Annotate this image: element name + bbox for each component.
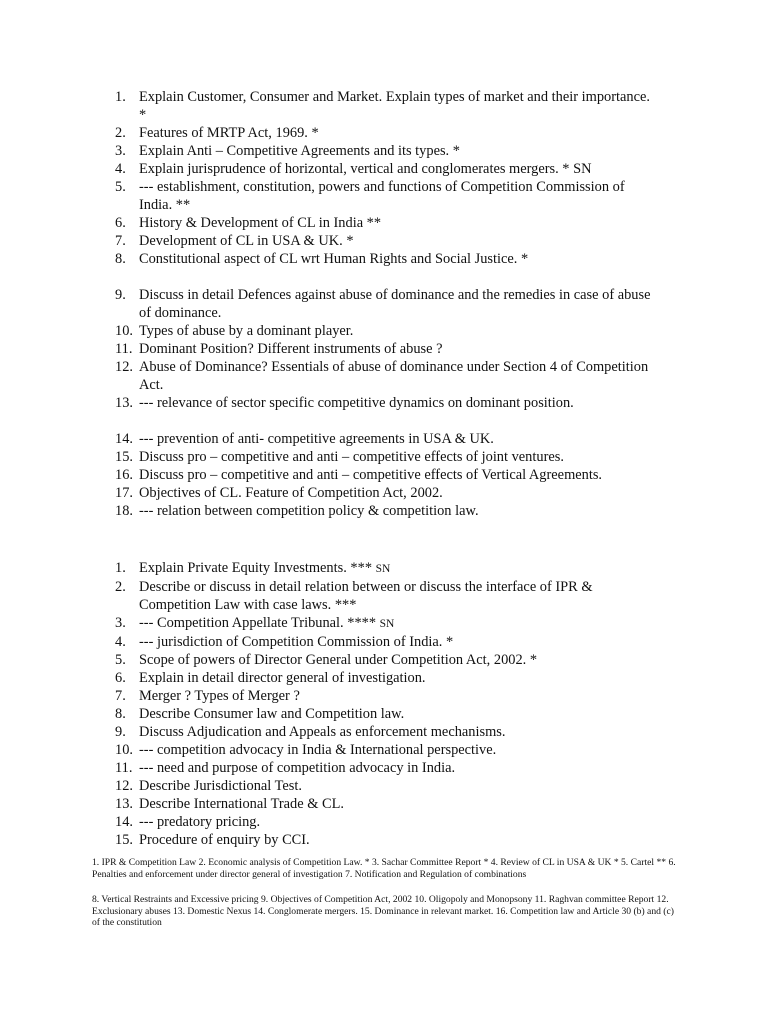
- item-text: Dominant Position? Different instruments of abuse ?: [139, 341, 443, 357]
- list-item: [115, 651, 660, 669]
- item-number: 1.: [115, 89, 126, 105]
- item-number: 12.: [115, 778, 133, 794]
- sn-tag: SN: [379, 618, 395, 630]
- item-number: 9.: [115, 724, 126, 740]
- question-group-1: [115, 88, 660, 268]
- list-item: [115, 466, 660, 484]
- item-number: 10.: [115, 323, 133, 339]
- item-number: 11.: [115, 760, 133, 776]
- list-item: [115, 286, 660, 322]
- item-text: --- predatory pricing.: [139, 814, 261, 830]
- list-item: [115, 358, 660, 394]
- item-text: Scope of powers of Director General under Competition Act, 2002. *: [139, 652, 538, 668]
- item-number: 13.: [115, 395, 133, 411]
- list-item: [115, 687, 660, 705]
- item-text: Discuss pro – competitive and anti – competitive effects of Vertical Agreements.: [139, 467, 603, 483]
- list-item: [115, 124, 660, 142]
- list-item: [115, 669, 660, 687]
- list-item: [115, 723, 660, 741]
- item-text: --- relation between competition policy & competition law.: [139, 503, 479, 519]
- list-item: [115, 430, 660, 448]
- list-item: [115, 160, 660, 178]
- list-item: [115, 633, 660, 651]
- list-item: [115, 813, 660, 831]
- list-item: [115, 448, 660, 466]
- item-text: Development of CL in USA & UK. *: [139, 233, 354, 249]
- list-item: [115, 322, 660, 340]
- item-text: Describe or discuss in detail relation between or discuss the interface of IPR & Competition Law with case laws. ***: [139, 579, 593, 613]
- item-number: 4.: [115, 161, 126, 177]
- item-text: Abuse of Dominance? Essentials of abuse of dominance under Section 4 of Competition Act.: [139, 359, 649, 393]
- item-text: --- need and purpose of competition advocacy in India.: [139, 760, 456, 776]
- list-item: [115, 340, 660, 358]
- item-number: 15.: [115, 832, 133, 848]
- item-number: 8.: [115, 706, 126, 722]
- list-item: [115, 232, 660, 250]
- list-item: [115, 705, 660, 723]
- item-number: 6.: [115, 215, 126, 231]
- spacer: [115, 412, 660, 430]
- item-text: Explain Anti – Competitive Agreements and its types. *: [139, 143, 460, 159]
- item-text: Types of abuse by a dominant player.: [139, 323, 354, 339]
- item-number: 14.: [115, 431, 133, 447]
- item-number: 7.: [115, 233, 126, 249]
- item-number: 3.: [115, 615, 126, 631]
- question-group-2: [115, 286, 660, 412]
- list-item: [115, 484, 660, 502]
- item-number: 8.: [115, 251, 126, 267]
- item-number: 7.: [115, 688, 126, 704]
- item-number: 17.: [115, 485, 133, 501]
- item-number: 4.: [115, 634, 126, 650]
- item-text: Explain Private Equity Investments. ***: [139, 560, 376, 576]
- item-text: --- jurisdiction of Competition Commission of India. *: [139, 634, 454, 650]
- sn-tag: SN: [375, 563, 391, 575]
- item-text: Features of MRTP Act, 1969. *: [139, 125, 319, 141]
- list-item: [115, 178, 660, 214]
- list-item: [115, 614, 660, 633]
- item-text: Describe Jurisdictional Test.: [139, 778, 302, 794]
- item-number: 3.: [115, 143, 126, 159]
- item-text: Constitutional aspect of CL wrt Human Rights and Social Justice. *: [139, 251, 529, 267]
- list-item: [115, 214, 660, 232]
- item-text: History & Development of CL in India **: [139, 215, 382, 231]
- item-number: 15.: [115, 449, 133, 465]
- list-item: [115, 795, 660, 813]
- list-item: [115, 88, 660, 124]
- item-text: --- relevance of sector specific competitive dynamics on dominant position.: [139, 395, 574, 411]
- question-list-a: [115, 88, 660, 520]
- item-text: Procedure of enquiry by CCI.: [139, 832, 310, 848]
- item-text: Discuss Adjudication and Appeals as enforcement mechanisms.: [139, 724, 506, 740]
- question-list-b: [115, 559, 660, 849]
- item-number: 1.: [115, 560, 126, 576]
- item-number: 11.: [115, 341, 133, 357]
- list-item: [115, 831, 660, 849]
- list-item: [115, 578, 660, 614]
- list-item: [115, 741, 660, 759]
- item-number: 16.: [115, 467, 133, 483]
- item-number: 2.: [115, 125, 126, 141]
- footnote-paragraph-2: 8. Vertical Restraints and Excessive pricing 9. Objectives of Competition Act, 2002 10. Oligopoly and Monopsony 11. Raghvan committee Report 12. Exclusionary abuses 13. Domestic Nexus 14. Conglomerate mergers. 15. Dominance in relevant market. 16. Competition law and Article 30 (b) and (c) of the constitution: [92, 894, 674, 928]
- item-number: 14.: [115, 814, 133, 830]
- item-text: Describe International Trade & CL.: [139, 796, 345, 812]
- list-item: [115, 759, 660, 777]
- list-item: [115, 559, 660, 578]
- item-number: 18.: [115, 503, 133, 519]
- list-item: [115, 142, 660, 160]
- item-number: 5.: [115, 652, 126, 668]
- list-item: [115, 250, 660, 268]
- item-text: --- Competition Appellate Tribunal. ****: [139, 615, 380, 631]
- item-number: 5.: [115, 179, 126, 195]
- item-text: Discuss in detail Defences against abuse of dominance and the remedies in case of abuse of dominance.: [139, 287, 651, 321]
- item-text: Explain Customer, Consumer and Market. Explain types of market and their importance. *: [139, 89, 650, 123]
- item-text: --- competition advocacy in India & International perspective.: [139, 742, 497, 758]
- question-group-3: [115, 430, 660, 520]
- item-text: --- prevention of anti- competitive agreements in USA & UK.: [139, 431, 494, 447]
- item-text: Objectives of CL. Feature of Competition Act, 2002.: [139, 485, 443, 501]
- item-number: 9.: [115, 287, 126, 303]
- footnote-paragraph-1: 1. IPR & Competition Law 2. Economic analysis of Competition Law. * 3. Sachar Committee Report * 4. Review of CL in USA & UK * 5. Cartel ** 6. Penalties and enforcement under director general of investigation 7. Notification and Regulation of combinations: [92, 857, 676, 880]
- item-text: Merger ? Types of Merger ?: [139, 688, 300, 704]
- list-item: [115, 777, 660, 795]
- item-number: 6.: [115, 670, 126, 686]
- item-number: 10.: [115, 742, 133, 758]
- item-text: Describe Consumer law and Competition law.: [139, 706, 405, 722]
- list-item: [115, 502, 660, 520]
- list-item: [115, 394, 660, 412]
- item-text: Discuss pro – competitive and anti – competitive effects of joint ventures.: [139, 449, 564, 465]
- item-number: 12.: [115, 359, 133, 375]
- item-number: 2.: [115, 579, 126, 595]
- item-text: Explain jurisprudence of horizontal, vertical and conglomerates mergers. * SN: [139, 161, 592, 177]
- spacer: [115, 268, 660, 286]
- item-number: 13.: [115, 796, 133, 812]
- item-text: --- establishment, constitution, powers and functions of Competition Commission of India. **: [139, 179, 625, 213]
- item-text: Explain in detail director general of investigation.: [139, 670, 426, 686]
